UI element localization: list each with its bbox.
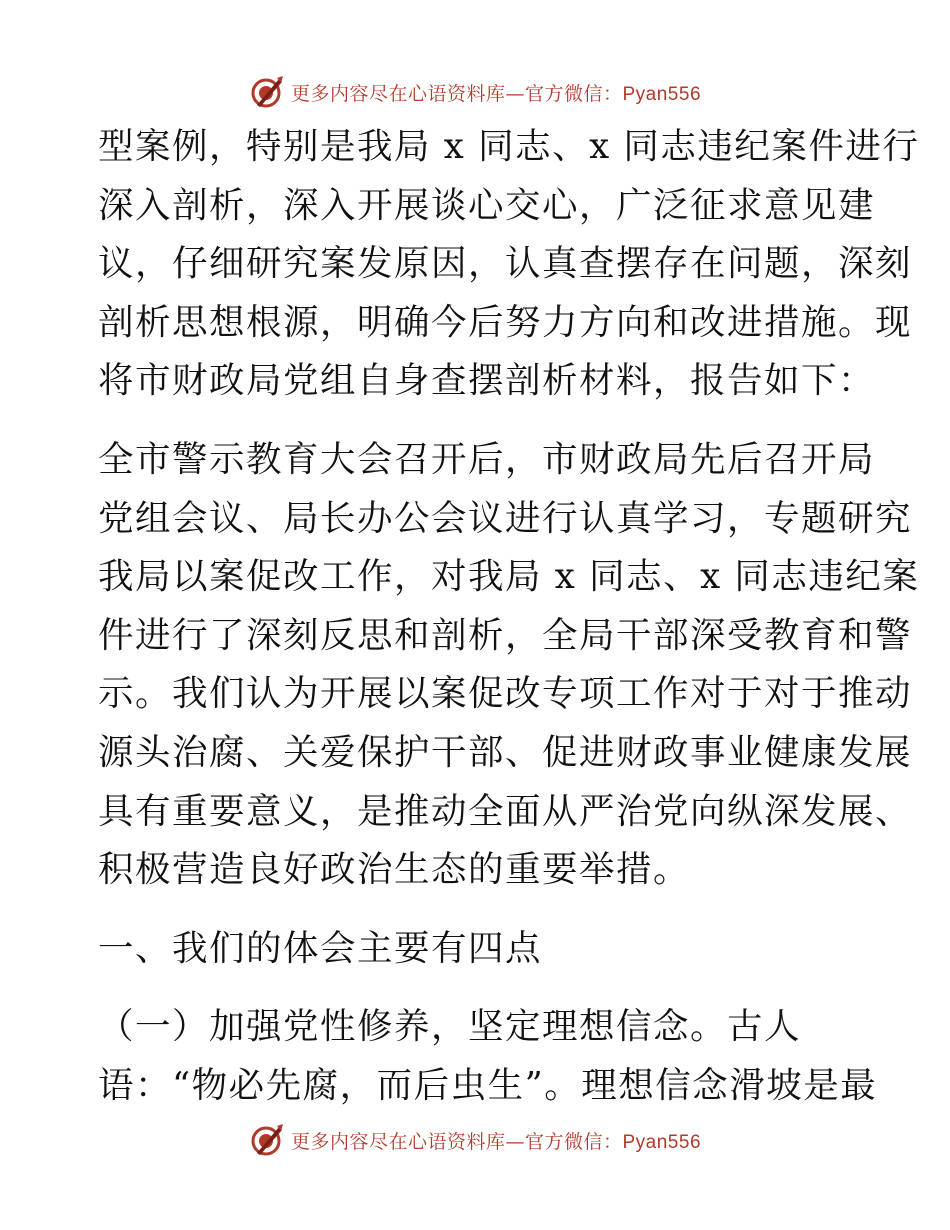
text-line: 源头治腐、关爱保护干部、促进财政事业健康发展: [98, 731, 913, 773]
text-line: 将市财政局党组自身查摆剖析材料，报告如下：: [98, 360, 876, 402]
heading-line: 一、我们的体会主要有四点: [98, 927, 543, 969]
text-line: 党组会议、局长办公会议进行认真学习，专题研究: [98, 497, 913, 539]
watermark-site-text: 更多内容尽在心语资料库—官方微信：: [290, 1130, 623, 1153]
text-line: 型案例，特别是我局 x 同志、x 同志违纪案件进行: [98, 126, 920, 167]
watermark-wechat-id: Pyan556: [622, 1131, 702, 1153]
watermark-text: [291, 1127, 701, 1154]
watermark-header: [0, 70, 950, 114]
paragraph-intro: [98, 118, 920, 411]
paragraph-subsection-1: [98, 998, 878, 1115]
text-line: 剖析思想根源，明确今后努力方向和改进措施。现: [98, 301, 913, 343]
text-line: （一）加强党性修养，坚定理想信念。古人: [98, 1006, 802, 1048]
text-line: 示。我们认为开展以案促改专项工作对于对于推动: [98, 673, 913, 715]
text-line: 全市警示教育大会召开后，市财政局先后召开局: [98, 438, 876, 480]
text-line: 语：“物必先腐，而后虫生”。理想信念滑坡是最: [98, 1064, 878, 1106]
document-body: [98, 118, 920, 1116]
text-line: 我局以案促改工作，对我局 x 同志、x 同志违纪案: [98, 556, 920, 598]
text-line: 具有重要意义，是推动全面从严治党向纵深发展、: [98, 790, 913, 832]
text-line: 积极营造良好政治生态的重要举措。: [98, 849, 691, 891]
watermark-wechat-id: Pyan556: [622, 83, 702, 105]
watermark-site-text: 更多内容尽在心语资料库—官方微信：: [290, 82, 623, 105]
text-line: 深入剖析，深入开展谈心交心，广泛征求意见建: [98, 184, 876, 226]
text-line: 件进行了深刻反思和剖析，全局干部深受教育和警: [98, 614, 913, 656]
pen-seal-icon: [249, 74, 285, 110]
pen-seal-icon: [249, 1122, 285, 1158]
watermark-text: [291, 79, 701, 106]
text-line: 议，仔细研究案发原因，认真查摆存在问题，深刻: [98, 243, 913, 285]
paragraph-background: [98, 431, 920, 900]
watermark-footer: [0, 1118, 950, 1162]
section-heading: [98, 920, 858, 979]
